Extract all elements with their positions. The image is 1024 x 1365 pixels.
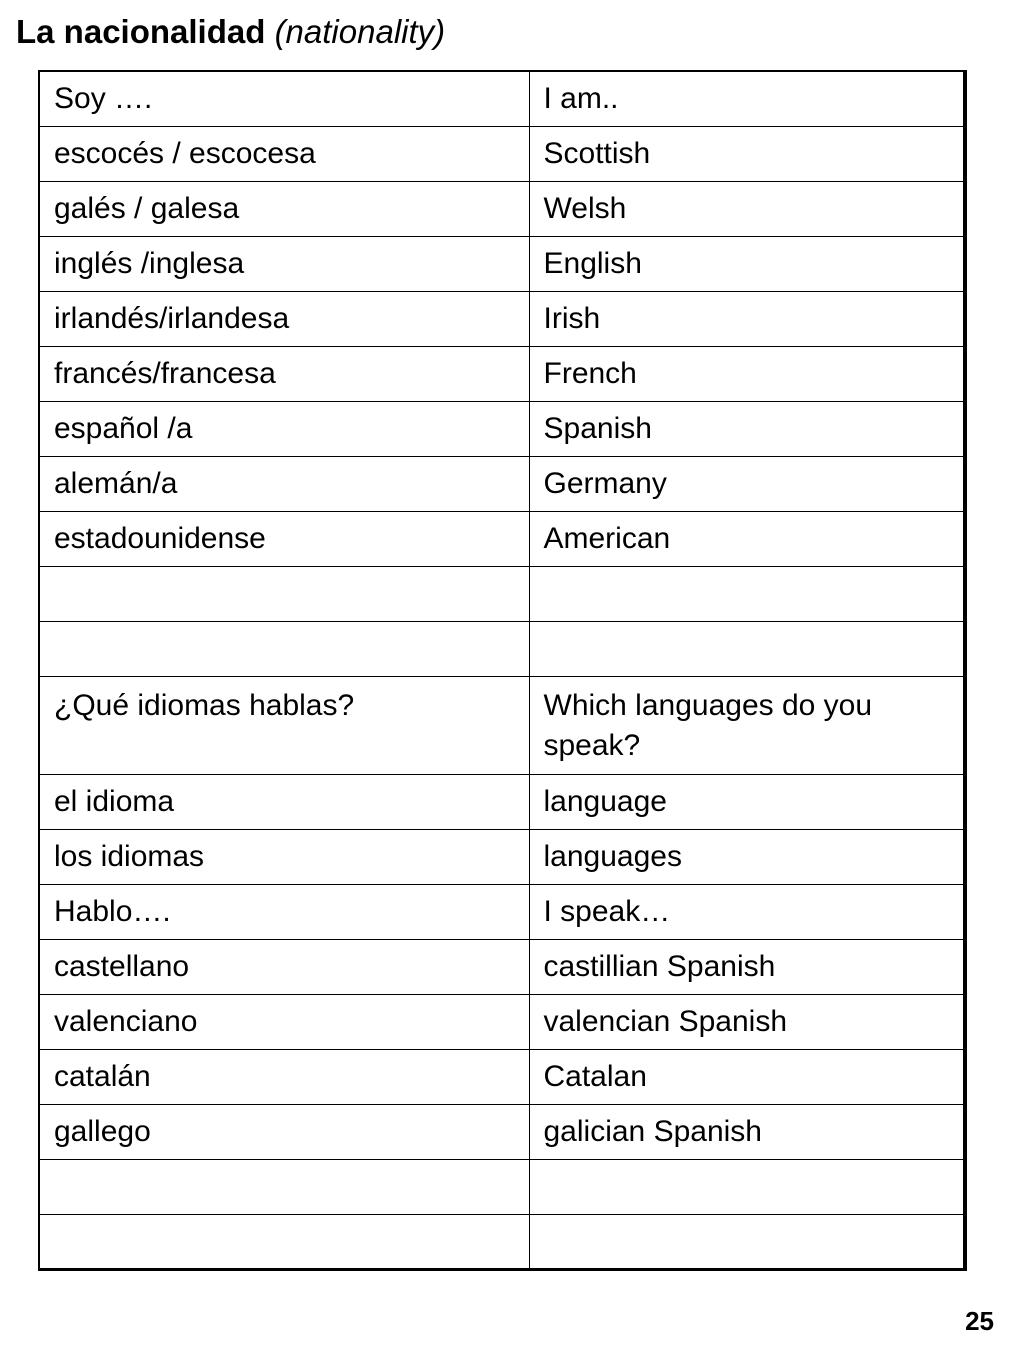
english-cell: languages: [529, 829, 965, 884]
table-row: [39, 456, 965, 511]
table-row: [39, 236, 965, 291]
spanish-cell: Hablo….: [39, 884, 529, 939]
table-row: [39, 774, 965, 829]
table-row: [39, 1104, 965, 1159]
english-cell: American: [529, 511, 965, 566]
spanish-cell: [39, 566, 529, 621]
english-cell: Welsh: [529, 181, 965, 236]
english-cell: Spanish: [529, 401, 965, 456]
english-cell: French: [529, 346, 965, 401]
english-cell: English: [529, 236, 965, 291]
spanish-cell: ¿Qué idiomas hablas?: [39, 676, 529, 774]
spanish-cell: [39, 1159, 529, 1214]
spanish-cell: inglés /inglesa: [39, 236, 529, 291]
spanish-cell: galés / galesa: [39, 181, 529, 236]
table-row: [39, 1049, 965, 1104]
spanish-cell: estadounidense: [39, 511, 529, 566]
table-row: [39, 829, 965, 884]
english-cell: [529, 566, 965, 621]
spanish-cell: castellano: [39, 939, 529, 994]
table-row: [39, 676, 965, 774]
spanish-cell: alemán/a: [39, 456, 529, 511]
spanish-cell: gallego: [39, 1104, 529, 1159]
table-row: [39, 884, 965, 939]
english-cell: Which languages do you speak?: [529, 676, 965, 774]
spanish-cell: catalán: [39, 1049, 529, 1104]
english-cell: I speak…: [529, 884, 965, 939]
title-english: (nationality): [274, 13, 446, 50]
table-row: [39, 511, 965, 566]
english-cell: [529, 1214, 965, 1269]
english-cell: [529, 621, 965, 676]
spanish-cell: los idiomas: [39, 829, 529, 884]
table-row: [39, 1214, 965, 1269]
spanish-cell: [39, 621, 529, 676]
spanish-cell: valenciano: [39, 994, 529, 1049]
spanish-cell: Soy ….: [39, 71, 529, 126]
english-cell: valencian Spanish: [529, 994, 965, 1049]
table-row: [39, 939, 965, 994]
spanish-cell: francés/francesa: [39, 346, 529, 401]
table-row: [39, 566, 965, 621]
spanish-cell: el idioma: [39, 774, 529, 829]
table-row: [39, 994, 965, 1049]
page-number: 25: [965, 1306, 994, 1336]
english-cell: language: [529, 774, 965, 829]
spanish-cell: escocés / escocesa: [39, 126, 529, 181]
spanish-cell: [39, 1214, 529, 1269]
english-cell: Catalan: [529, 1049, 965, 1104]
page-title: [16, 10, 445, 54]
table-row: [39, 126, 965, 181]
english-cell: Scottish: [529, 126, 965, 181]
table-row: [39, 71, 965, 126]
english-cell: I am..: [529, 71, 965, 126]
table-row: [39, 1159, 965, 1214]
spanish-cell: español /a: [39, 401, 529, 456]
table-row: [39, 346, 965, 401]
table-row: [39, 621, 965, 676]
english-cell: Germany: [529, 456, 965, 511]
table-row: [39, 401, 965, 456]
title-spanish: La nacionalidad: [16, 13, 266, 50]
english-cell: [529, 1159, 965, 1214]
vocabulary-table: [38, 70, 967, 1271]
english-cell: Irish: [529, 291, 965, 346]
english-cell: castillian Spanish: [529, 939, 965, 994]
table-row: [39, 291, 965, 346]
spanish-cell: irlandés/irlandesa: [39, 291, 529, 346]
table-row: [39, 181, 965, 236]
english-cell: galician Spanish: [529, 1104, 965, 1159]
